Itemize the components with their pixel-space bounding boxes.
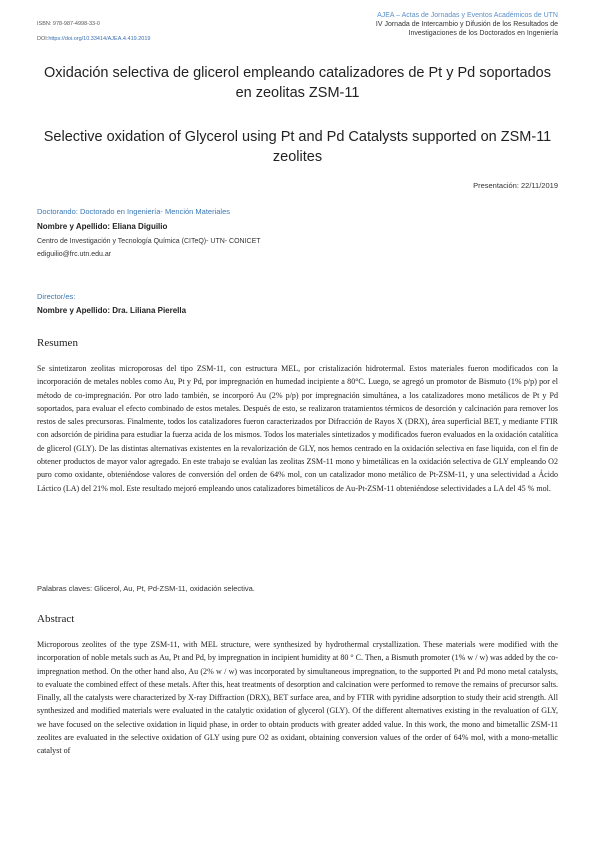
- presentation-date: Presentación: 22/11/2019: [473, 181, 558, 190]
- header-right: [298, 11, 558, 38]
- abstract-heading: Abstract: [37, 613, 75, 625]
- student-name: Nombre y Apellido: Eliana Diguilio: [37, 222, 168, 231]
- title-english: Selective oxidation of Glycerol using Pt and Pd Catalysts supported on ZSM-11 zeolites: [43, 129, 552, 165]
- header-left: [37, 17, 150, 47]
- resumen-heading: Resumen: [37, 337, 78, 349]
- doi-link[interactable]: https://doi.org/10.33414/AJEA.4.419.2019: [48, 36, 151, 42]
- abstract-text: Microporous zeolites of the type ZSM-11, with MEL structure, were synthesized by hydrothermal crystallization. These materials were modified with the incorporation of noble metals such as Au, Pt and Pd, by impregnation in incipient humidity at 80 ° C. Then, a Bismuth promoter (1% w / w) was added by the co-impregnation method. On the other hand also, Au (2% w / w) was incorporated by simultaneous impregnation, to the supported Pt and Pd mono metal catalysts, to evaluate the combined effect of these metals. After this, heat treatments of desorption and calcination were performed to remove the remains of precursor salts. Finally, all the catalysts were characterized by X-ray Diffraction (DRX), BET surface area, and by FTIR with pyridine adsorption to study their acid strength. All synthesized and modified materials were evaluated in the catalytic oxidation of glycerol (GLY). Of the different alternatives existing in the revaluation of GLY, we have focused on the selective oxidation in liquid phase, in order to obtain products with greater added value. In this work, the mono and bimetallic ZSM-11 zeolites are evaluated in the selective oxidation of GLY using pure O2 as oxidant, obtaining conversion values of the order of 64% mol, with a mono-metallic catalyst of: [37, 640, 558, 756]
- event-line-2: Investigaciones de los Doctorados en Ingeniería: [408, 30, 558, 37]
- title-spanish: Oxidación selectiva de glicerol empleando catalizadores de Pt y Pd soportados en zeolitas ZSM-11: [44, 65, 551, 101]
- isbn: ISBN: 978-987-4998-33-0: [37, 21, 100, 27]
- keywords: Palabras claves: Glicerol, Au, Pt, Pd-ZSM-11, oxidación selectiva.: [37, 584, 255, 593]
- journal-name: AJEA – Actas de Jornadas y Eventos Académicos de UTN: [377, 12, 558, 19]
- director-name: Nombre y Apellido: Dra. Liliana Pierella: [37, 306, 187, 315]
- doi-prefix: DOI:: [37, 36, 49, 42]
- student-affiliation: Centro de Investigación y Tecnología Química (CITeQ)- UTN- CONICET: [37, 238, 261, 245]
- event-line-1: IV Jornada de Intercambio y Difusión de los Resultados de: [375, 21, 558, 28]
- doi: [37, 32, 150, 47]
- student-email[interactable]: ediguilio@frc.utn.edu.ar: [37, 251, 112, 258]
- student-label: Doctorando: Doctorado en Ingeniería- Mención Materiales: [37, 207, 231, 216]
- director-block: [37, 291, 558, 317]
- resumen-text: Se sintetizaron zeolitas microporosas del tipo ZSM-11, con estructura MEL, por cristalización hidrotermal. Estos materiales fueron modificados con la incorporación de metales nobles como Au, Pt y Pd, por impregnación en humedad incipiente a 80°C. Luego, se agregó un promotor de Bismuto (1% p/p) por el método de co-impregnación. Por otro lado también, se incorporó Au (2% p/p) por impregnación simultánea, a los catalizadores mono metálicos de Pt y Pd soportados, para evaluar el efecto combinado de estos metales. Después de esto, se realizaron tratamientos térmicos de desorción y calcinación para remover los restos de sales precursoras. Finalmente, todos los catalizadores fueron caracterizados por Difracción de Rayos X (DRX), área superficial BET, y mediante FTIR con adsorción de piridina para estudiar la fuerza acida de los mismos. Todos los materiales sintetizados y modificados fueron evaluados en la oxidación catalítica de glicerol (GLY). De las distintas alternativas existentes en la revalorización de GLY, nos hemos centrado en la oxidación selectiva en fase liquida, con el fin de obtener productos de mayor valor agregado. En este trabajo se evalúan las zeolitas ZSM-11 mono y bimetálicas en la oxidación selectiva de GLY empleando O2 puro como oxidante, obteniéndose valores de conversión del orden de 64% mol, con un catalizador mono metálico de Pt-ZSM-11, y una selectividad a Ácido Láctico (LA) del 21% mol. Este resultado mejoró empleando unos catalizadores bimetálicos de Au-Pt-ZSM-11 obteniéndose selectividades a LA del 45 % mol.: [37, 364, 558, 493]
- student-block: [37, 206, 558, 261]
- director-label: Director/es:: [37, 292, 76, 301]
